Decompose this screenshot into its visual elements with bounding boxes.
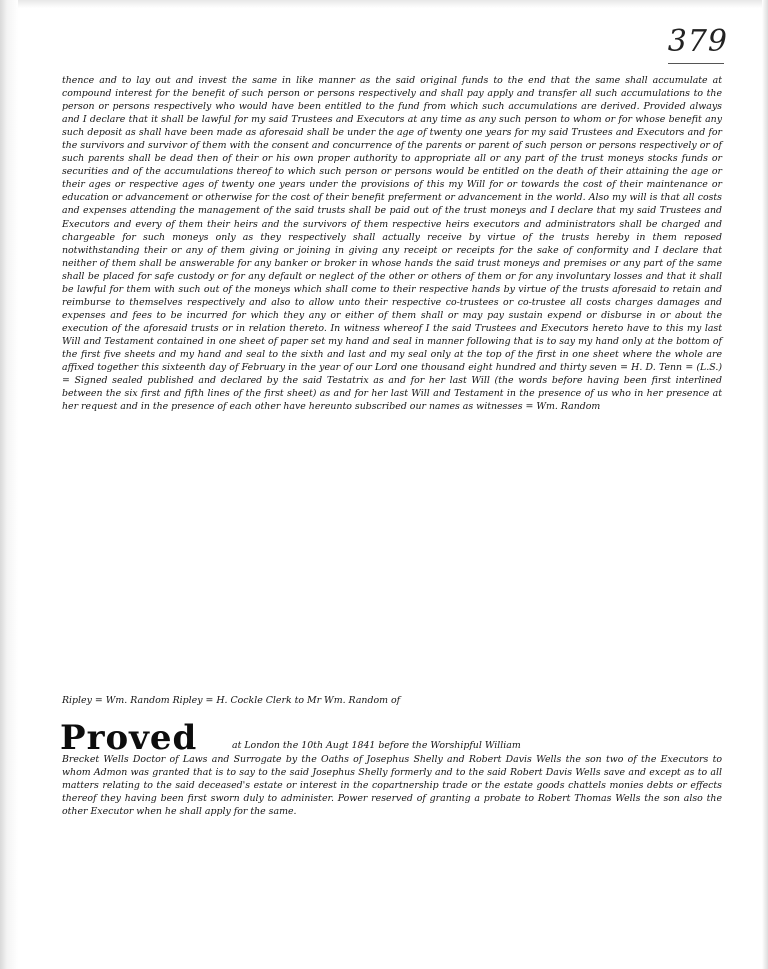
page-top-edge (0, 0, 768, 8)
page-binding-shadow (0, 0, 18, 969)
probate-clause-text: Brecket Wells Doctor of Laws and Surrogate by the Oaths of Josephus Shelly and Robert Davis Wells the son two of the Executors to whom Admon was granted that is to say to the said Josephus Shelly formerly and to the said Robert Davis Wells save and except as to all matters relating to the said deceased's estate or interest in the copartnership trade or the estate goods chattels monies debts or effects thereof they having been first sworn duly to administer. Power reserved of granting a probate to Robert Thomas Wells the son also the other Executor when he shall apply for the same. (62, 754, 722, 817)
witness-line: Ripley = Wm. Random Ripley = H. Cockle Clerk to Mr Wm. Random of (62, 695, 401, 706)
will-body-text: thence and to lay out and invest the same in like manner as the said original funds to the end that the same shall accumulate at compound interest for the benefit of such person or persons respectively and shall pay apply and transfer all such accumulations to the person or persons respectively who would have been entitled to the fund from which such accumulations are derived. Provided always and I declare that it shall be lawful for my said Trustees and Executors at any time as any such person to whom or for whose benefit any such deposit as shall have been made as aforesaid shall be under the age of twenty one years for my said Trustees and Executors and for the survivors and survivor of them with the consent and concurrence of the parents or parent of such person or persons respectively or of such parents shall be dead then of their or his own proper authority to appropriate all or any part of the trust moneys stocks funds or securities and of the accumulations thereof to which such person or persons would be entitled on the death of their attaining the age or their ages or respective ages of twenty one years under the provisions of this my Will for or towards the cost of their maintenance or education or advancement or otherwise for the cost of their benefit preferment or advancement in the world. Also my will is that all costs and expenses attending the management of the said trusts shall be paid out of the trust moneys and I declare that my said Trustees and Executors and every of them their heirs and the survivors of them respective heirs executors and administrators shall be charged and chargeable for such moneys only as they respectively shall actually receive by virtue of the trusts hereby in them reposed notwithstanding their or any of them giving or joining in giving any receipt or receipts for the sake of conformity and I declare that neither of them shall be answerable for any banker or broker in whose hands the said trust moneys and premises or any part of the same shall be placed for safe custody or for any default or neglect of the other or others of them or for any involuntary losses and that it shall be lawful for them with such out of the moneys which shall come to their respective hands by virtue of the trusts aforesaid to retain and reimburse to themselves respectively and also to allow unto their respective co-trustees or co-trustee all costs charges damages and expenses and fees to be incurred for which they any or either of them shall or may pay sustain expend or disburse in or about the execution of the aforesaid trusts or in relation thereto. In witness whereof I the said Trustees and Executors hereto have to this my last Will and Testament contained in one sheet of paper set my hand and seal in manner following that is to say my hand only at the bottom of the first five sheets and my hand and seal to the sixth and last and my seal only at the top of the first in one sheet where the whole are affixed together this sixteenth day of February in the year of our Lord one thousand eight hundred and thirty seven = H. D. Tenn = (L.S.) = Signed sealed published and declared by the said Testatrix as and for her last Will (the words before having been first interlined between the six first and fifth lines of the first sheet) as and for her last Will and Testament in the presence of us who in her presence at her request and in the presence of each other have hereunto subscribed our names as witnesses = Wm. Random (62, 75, 722, 413)
probate-first-line: at London the 10th Augt 1841 before the Worshipful William (232, 740, 521, 751)
probate-heading: Proved (60, 718, 198, 758)
folio-underline (668, 63, 724, 64)
folio-number: 379 (667, 24, 728, 59)
page-right-edge (762, 0, 768, 969)
